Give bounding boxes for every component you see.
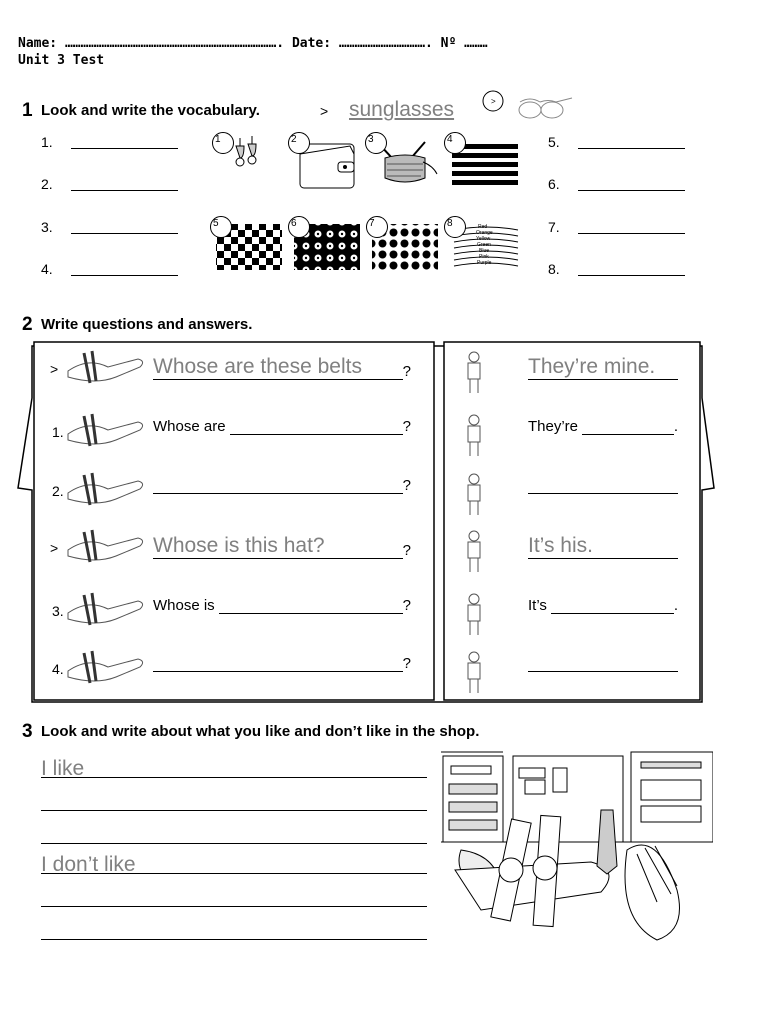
question-mark: ? (402, 418, 411, 435)
question-prefix: Whose is (153, 597, 215, 614)
checked-pattern-picture (210, 216, 286, 277)
i-like-example: I like (41, 757, 85, 780)
pic-number-2: 2 (288, 132, 310, 154)
number-label: Nº (440, 36, 457, 51)
pic-number-8: 8 (444, 216, 466, 238)
writing-line[interactable] (41, 873, 427, 874)
item-2-blank[interactable] (71, 190, 178, 191)
name-field[interactable]: ………………………………………………………………………. (64, 36, 285, 51)
colour-word: Orange (476, 230, 493, 236)
colour-word: Red (478, 224, 488, 230)
section2-number: 2 (22, 314, 33, 335)
answer (528, 597, 678, 614)
example-arrow: > (320, 103, 329, 119)
question-mark: ? (402, 477, 411, 494)
answer-example: It’s his. (528, 534, 678, 559)
section3-title: Look and write about what you like and don’t like in the shop. (41, 723, 480, 740)
pic-number-4: 4 (444, 132, 466, 154)
pic-number-7: 7 (366, 216, 388, 238)
bracelet-icon (64, 591, 148, 636)
writing-line[interactable] (41, 810, 427, 811)
row-label: > (50, 540, 59, 556)
rainbow-picture (444, 216, 522, 277)
section3-number: 3 (22, 721, 33, 742)
pic-number-5: 5 (210, 216, 232, 238)
item-5-blank[interactable] (578, 148, 685, 149)
pic-number-6: 6 (288, 216, 310, 238)
item-2-number: 2. (41, 176, 53, 192)
question-mark: ? (402, 363, 411, 380)
spotted-pattern-picture (366, 216, 442, 277)
writing-line[interactable] (41, 906, 427, 907)
i-dont-like-example: I don’t like (41, 853, 136, 876)
svg-text:>: > (491, 97, 496, 106)
answer-prefix: It’s (528, 597, 547, 614)
answer (528, 655, 678, 672)
answer-blank[interactable] (551, 597, 674, 614)
question-example: Whose is this hat? (153, 534, 403, 559)
answer-blank[interactable] (528, 477, 678, 494)
item-3-number: 3. (41, 219, 53, 235)
section1-title: Look and write the vocabulary. (41, 102, 260, 119)
item-3-blank[interactable] (71, 233, 178, 234)
answer (528, 418, 678, 435)
question-blank[interactable] (230, 418, 403, 435)
colour-word: Purple (477, 260, 492, 266)
colour-word: Yellow (476, 236, 491, 242)
earrings-picture (212, 132, 282, 197)
bag-hand-icon (64, 649, 148, 694)
answer (528, 477, 678, 494)
stripes-picture (444, 132, 522, 193)
colour-word: Green (477, 242, 491, 248)
pic-number-3: 3 (365, 132, 387, 154)
writing-line[interactable] (41, 843, 427, 844)
item-4-number: 4. (41, 261, 53, 277)
date-label: Date: (291, 36, 332, 51)
section2-title: Write questions and answers. (41, 316, 253, 333)
row-label: 1. (52, 424, 64, 440)
answer-prefix: They’re (528, 418, 579, 435)
writing-line[interactable] (41, 777, 427, 778)
answer-end: . (673, 597, 678, 614)
two-children-icon (458, 412, 518, 463)
answer-example: They’re mine. (528, 355, 678, 380)
question-blank[interactable] (153, 477, 403, 494)
question (153, 597, 411, 614)
row-label: 3. (52, 603, 64, 619)
answer (528, 534, 678, 559)
item-5-number: 5. (548, 134, 560, 150)
hand-icon (64, 471, 148, 516)
name-label: Name: (18, 36, 58, 51)
question (153, 477, 411, 494)
question-mark: ? (402, 542, 411, 559)
item-6-blank[interactable] (578, 190, 685, 191)
item-1-number: 1. (41, 134, 53, 150)
item-7-blank[interactable] (578, 233, 685, 234)
unit-title: Unit 3 Test (18, 53, 105, 68)
hat-hand-icon (64, 528, 148, 573)
number-field[interactable]: ……… (464, 36, 488, 51)
boy-figure-icon (458, 649, 518, 700)
two-girls-icon (458, 471, 518, 522)
sunglasses-picture (482, 90, 578, 131)
wallet-picture (288, 132, 360, 199)
answer-blank[interactable] (528, 655, 678, 672)
flowery-pattern-picture (288, 216, 364, 277)
open-hand-icon (458, 591, 518, 642)
colour-word: Blue (479, 248, 490, 254)
answer-end: . (673, 418, 678, 435)
section1-number: 1 (22, 100, 33, 121)
question (153, 655, 411, 672)
writing-line[interactable] (41, 939, 427, 940)
question (153, 418, 411, 435)
question-prefix: Whose are (153, 418, 226, 435)
name-line (18, 36, 488, 51)
answer (528, 355, 678, 380)
row-label: 2. (52, 483, 64, 499)
date-field[interactable]: ……………………………. (338, 36, 433, 51)
item-8-number: 8. (548, 261, 560, 277)
row-label: > (50, 361, 59, 377)
item-6-number: 6. (548, 176, 560, 192)
row-label: 4. (52, 661, 64, 677)
item-1-blank[interactable] (71, 148, 178, 149)
question-mark: ? (402, 597, 411, 614)
answer-blank[interactable] (582, 418, 674, 435)
belts-hand-icon (64, 412, 148, 457)
colour-word: Pink (479, 254, 489, 260)
girl-figure-icon (458, 349, 518, 400)
question-mark: ? (402, 655, 411, 672)
boy-figure-icon (458, 528, 518, 579)
belts-hand-icon (64, 349, 148, 394)
pic-number-1: 1 (212, 132, 234, 154)
example-answer: sunglasses (349, 98, 455, 121)
question (153, 355, 411, 380)
knitting-picture (365, 132, 441, 197)
shop-picture (441, 750, 713, 949)
item-4-blank[interactable] (71, 275, 178, 276)
item-7-number: 7. (548, 219, 560, 235)
question (153, 534, 411, 559)
question-blank[interactable] (153, 655, 403, 672)
question-example: Whose are these belts (153, 355, 403, 380)
question-blank[interactable] (219, 597, 403, 614)
item-8-blank[interactable] (578, 275, 685, 276)
